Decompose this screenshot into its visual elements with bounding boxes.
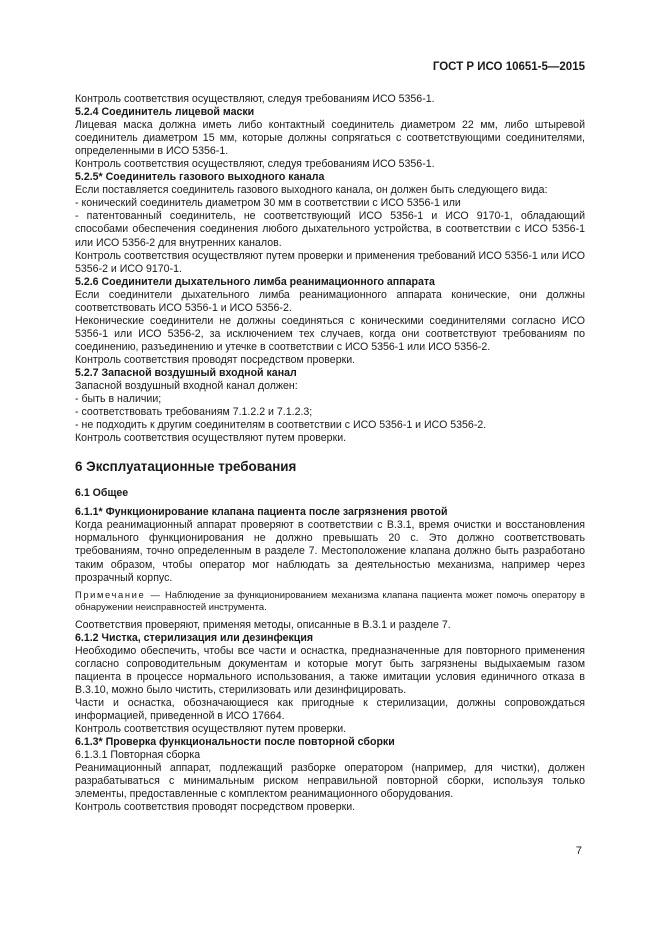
section-heading: 6.1.1* Функционирование клапана пациента после загрязнения рвотой [75, 506, 448, 519]
paragraph: Части и оснастка, обозначающиеся как пригодные к стерилизации, должны сопровождаться информацией, приведенной в ИСО 17664. [75, 696, 585, 722]
list-item: - не подходить к другим соединителям в соответствии с ИСО 5356-1 и ИСО 5356-2. [75, 419, 487, 432]
list-item: - соответствовать требованиям 7.1.2.2 и 7.1.2.3; [75, 406, 313, 419]
section-heading: 5.2.6 Соединители дыхательного лимба реанимационного аппарата [75, 275, 435, 288]
document-body [75, 93, 585, 814]
note-text: Наблюдение за функционированием механизма клапана пациента может помочь оператору в обнаружении неисправностей инструмента. [75, 588, 586, 612]
subsection-heading: 6.1 Общее [75, 487, 129, 500]
paragraph: Когда реанимационный аппарат проверяют в соответствии с В.3.1, время очистки и восстановления нормального функционирования не должно превышать 20 с. Это должно соответствовать требованиям, точно определенным в разделе 7. Местоположение клапана должно быть разработано таким образом, чтобы оператор мог наблюдать за деятельностью механизма, например через прозрачный корпус. [75, 519, 585, 584]
paragraph: Реанимационный аппарат, подлежащий разборке оператором (например, для чистки), должен разрабатываться с минимальным риском неправильной повторной сборки, используя только элементы, предоставленные с комплектом реанимационного оборудования. [75, 762, 585, 801]
list-item: - патентованный соединитель, не соответствующий ИСО 5356-1 и ИСО 9170-1, обладающий способами обеспечения соединения любого дыхательного устройства, в соответствии с ИСО 5356-1 или ИСО 5356-2 для внутренних каналов. [75, 210, 585, 249]
paragraph: Контроль соответствия осуществляют, следуя требованиям ИСО 5356-1. [75, 158, 435, 171]
section-heading: 5.2.5* Соединитель газового выходного канала [75, 171, 325, 184]
paragraph: Если поставляется соединитель газового выходного канала, он должен быть следующего вида: [75, 184, 548, 197]
paragraph: Контроль соответствия проводят посредством проверки. [75, 353, 356, 366]
section-heading: 6.1.2 Чистка, стерилизация или дезинфекция [75, 631, 314, 644]
paragraph: Контроль соответствия осуществляют путем проверки и применения требований ИСО 5356-1 или ИСО 5356-2 и ИСО 9170-1. [75, 249, 585, 275]
paragraph: Контроль соответствия осуществляют, следуя требованиям ИСО 5356-1. [75, 93, 435, 105]
paragraph: 6.1.3.1 Повторная сборка [75, 749, 201, 762]
section-heading: 6.1.3* Проверка функциональности после повторной сборки [75, 736, 395, 749]
section-heading: 5.2.4 Соединитель лицевой маски [75, 106, 255, 119]
paragraph: Контроль соответствия осуществляют путем проверки. [75, 722, 347, 735]
paragraph: Контроль соответствия осуществляют путем проверки. [75, 432, 347, 445]
page-number: 7 [575, 845, 582, 857]
note [75, 589, 585, 613]
paragraph: Неконические соединители не должны соединяться с коническими соединителями согласно ИСО 5356-1 или ИСО 5356-2, за исключением тех случаев, когда они соответствуют требованиям по соединению, разъединению и утечке в соответствии с ИСО 5356-1 или ИСО 5356-2. [75, 314, 585, 353]
list-item: - конический соединитель диаметром 30 мм в соответствии с ИСО 5356-1 или [75, 197, 461, 210]
paragraph: Необходимо обеспечить, чтобы все части и оснастка, предназначенные для повторного применения согласно сопроводительным документам и которые могут быть загрязнены выдыхаемым газом пациента в процессе нормального использования, а также имитации условия единичного отказа в В.3.10, можно было чистить, стерилизовать или дезинфицировать. [75, 644, 585, 696]
section-heading: 5.2.7 Запасной воздушный входной канал [75, 366, 297, 379]
paragraph: Запасной воздушный входной канал должен: [75, 380, 298, 393]
paragraph: Контроль соответствия проводят посредством проверки. [75, 801, 356, 814]
paragraph: Соответствия проверяют, применяя методы, описанные в В.3.1 и разделе 7. [75, 618, 451, 631]
note-label: Примечание — [75, 588, 162, 600]
chapter-heading: 6 Эксплуатационные требования [75, 459, 297, 475]
paragraph: Лицевая маска должна иметь либо контактный соединитель диаметром 22 мм, либо штыревой соединитель диаметром 15 мм, которые должны сопрягаться с соответствующими соединителями, определенными в ИСО 5356-1. [75, 119, 585, 158]
paragraph: Если соединители дыхательного лимба реанимационного аппарата конические, они должны соответствовать ИСО 5356-1 и ИСО 5356-2. [75, 288, 585, 314]
list-item: - быть в наличии; [75, 393, 162, 406]
standard-header: ГОСТ Р ИСО 10651-5—2015 [432, 61, 585, 73]
